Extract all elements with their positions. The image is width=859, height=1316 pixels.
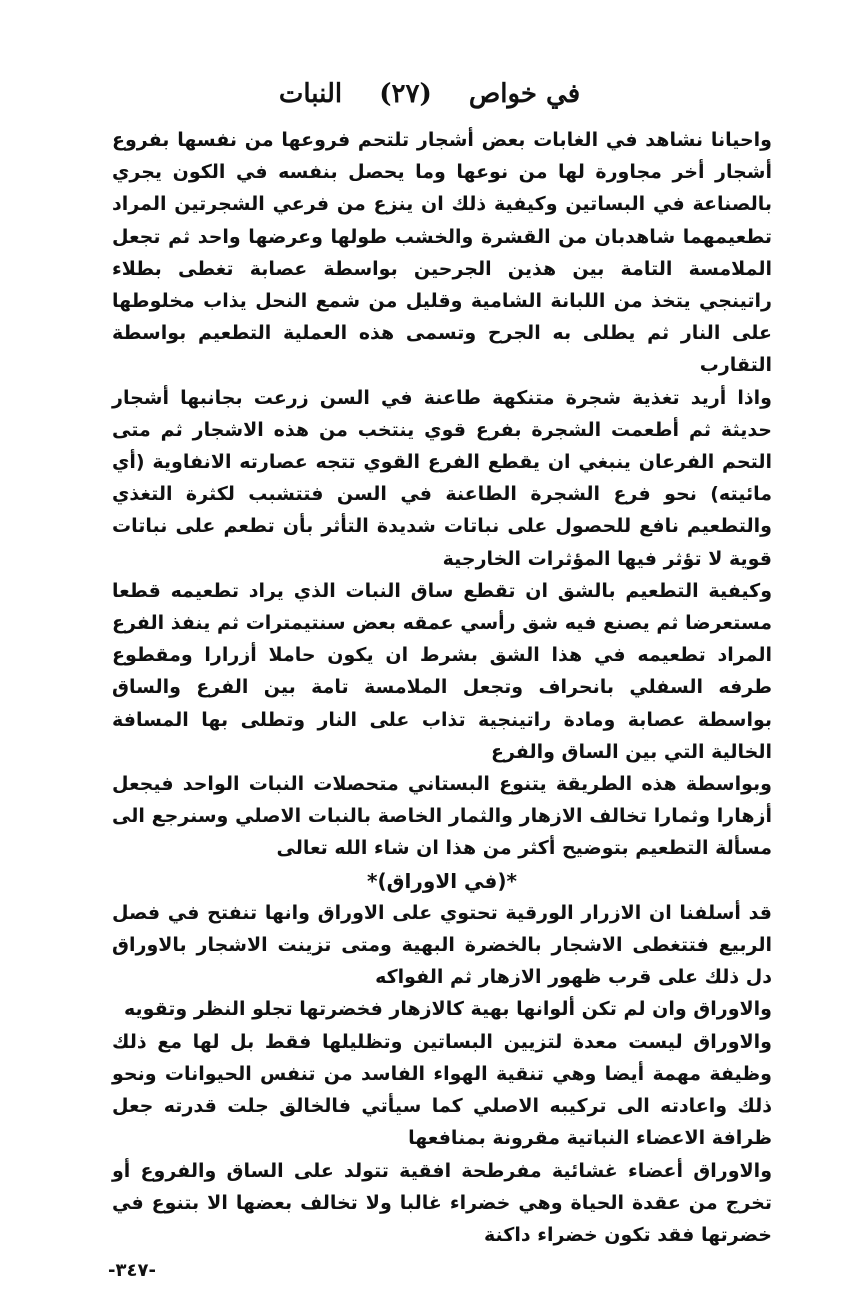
header-title-end: النبات bbox=[278, 79, 343, 109]
paragraph-leaf-function: والاوراق ليست معدة لتزيين البساتين وتظليلها فقط بل لها مع ذلك وظيفة مهمة أيضا وهي تنقية الهواء الفاسد من تنفس الحيوانات ونحو ذلك واعادته الى تركيبه الاصلي كما سيأتي فالخالق جلت قدرته جعل ظرافة الاعضاء النباتية مقرونة بمنافعها bbox=[112, 1030, 772, 1150]
paragraph-leaf-color: والاوراق وان لم تكن ألوانها بهية كالازهار فخضرتها تجلو النظر وتقويه bbox=[124, 998, 772, 1021]
section-heading-leaves: *(في الاوراق)* bbox=[367, 868, 517, 893]
header-chapter-number: (٢٧) bbox=[379, 79, 432, 109]
paragraph-grafting-by-approach: واحيانا نشاهد في الغابات بعض أشجار تلتحم فروعها من نفسها بفروع أشجار أخر مجاورة لها من نوعها وما يحصل بنفسه في الكون يجري بالصناعة في البساتين وكيفية ذلك ان ينزع من فرعي الشجرتين المراد تطعيمهما شاهدبان من القشرة والخشب طولها وعرضها واحد ثم تجعل الملامسة التامة بين هذين الجرحين بواسطة عصابة تغطى بطلاء راتينجي يتخذ من اللبانة الشامية وقليل من شمع النحل يذاب مخلوطها على النار ثم يطلى به الجرح وتسمى هذه العملية التطعيم بواسطة التقارب bbox=[112, 129, 772, 377]
paragraph-cleft-grafting: وكيفية التطعيم بالشق ان تقطع ساق النبات الذي يراد تطعيمه قطعا مستعرضا ثم يصنع فيه شق رأسي عمقه بعض سنتيمترات ثم ينفذ الفرع المراد تطعيمه في هذا الشق بشرط ان يكون حاملا أزرارا ومقطوع طرفه السفلي بانحراف وتجعل الملامسة تامة بين الفرع والساق بواسطة عصابة ومادة راتينجية تذاب على النار وتطلى بها المسافة الخالية التي بين الساق والفرع bbox=[112, 579, 772, 763]
main-text bbox=[112, 124, 772, 1251]
paragraph-grafting-varieties: وبواسطة هذه الطريقة يتنوع البستاني متحصلات النبات الواحد فيجعل أزهارا وثمارا تخالف الازهار والثمار الخاصة بالنبات الاصلي وسنرجع الى مسألة التطعيم بتوضيح أكثر من هذا ان شاء الله تعالى bbox=[112, 773, 772, 860]
paragraph-leaf-structure: والاوراق أعضاء غشائية مفرطحة افقية تتولد على الساق والفروع أو تخرج من عقدة الحياة وهي خضراء غالبا ولا تخالف بعضها الا بتنوع في خضرتها فقد تكون خضراء داكنة bbox=[112, 1159, 772, 1246]
running-header bbox=[0, 72, 859, 116]
paragraph-old-tree-nourishment: واذا أريد تغذية شجرة متنكهة طاعنة في السن زرعت بجانبها أشجار حديثة ثم أطعمت الشجرة بفرع قوي ينتخب من هذه الاشجار ثم متى التحم الفرعان ينبغي ان يقطع الفرع القوي تتجه عصارته الانفاوية (أي مائيته) نحو فرع الشجرة الطاعنة في السن فتتشبب لكثرة التغذي والتطعيم نافع للحصول على نباتات شديدة التأثر بأن تطعم على نباتات قوية لا تؤثر فيها المؤثرات الخارجية bbox=[112, 386, 772, 570]
paragraph-leaf-buds: قد أسلفنا ان الازرار الورقية تحتوي على الاوراق وانها تنفتح في فصل الربيع فتتغطى الاشجار بالخضرة البهية ومتى تزينت الاشجار بالاوراق دل ذلك على قرب ظهور الازهار ثم الفواكه bbox=[112, 901, 772, 989]
page-number: -٣٤٧- bbox=[108, 1260, 156, 1281]
header-title-start: في خواص bbox=[468, 79, 581, 109]
